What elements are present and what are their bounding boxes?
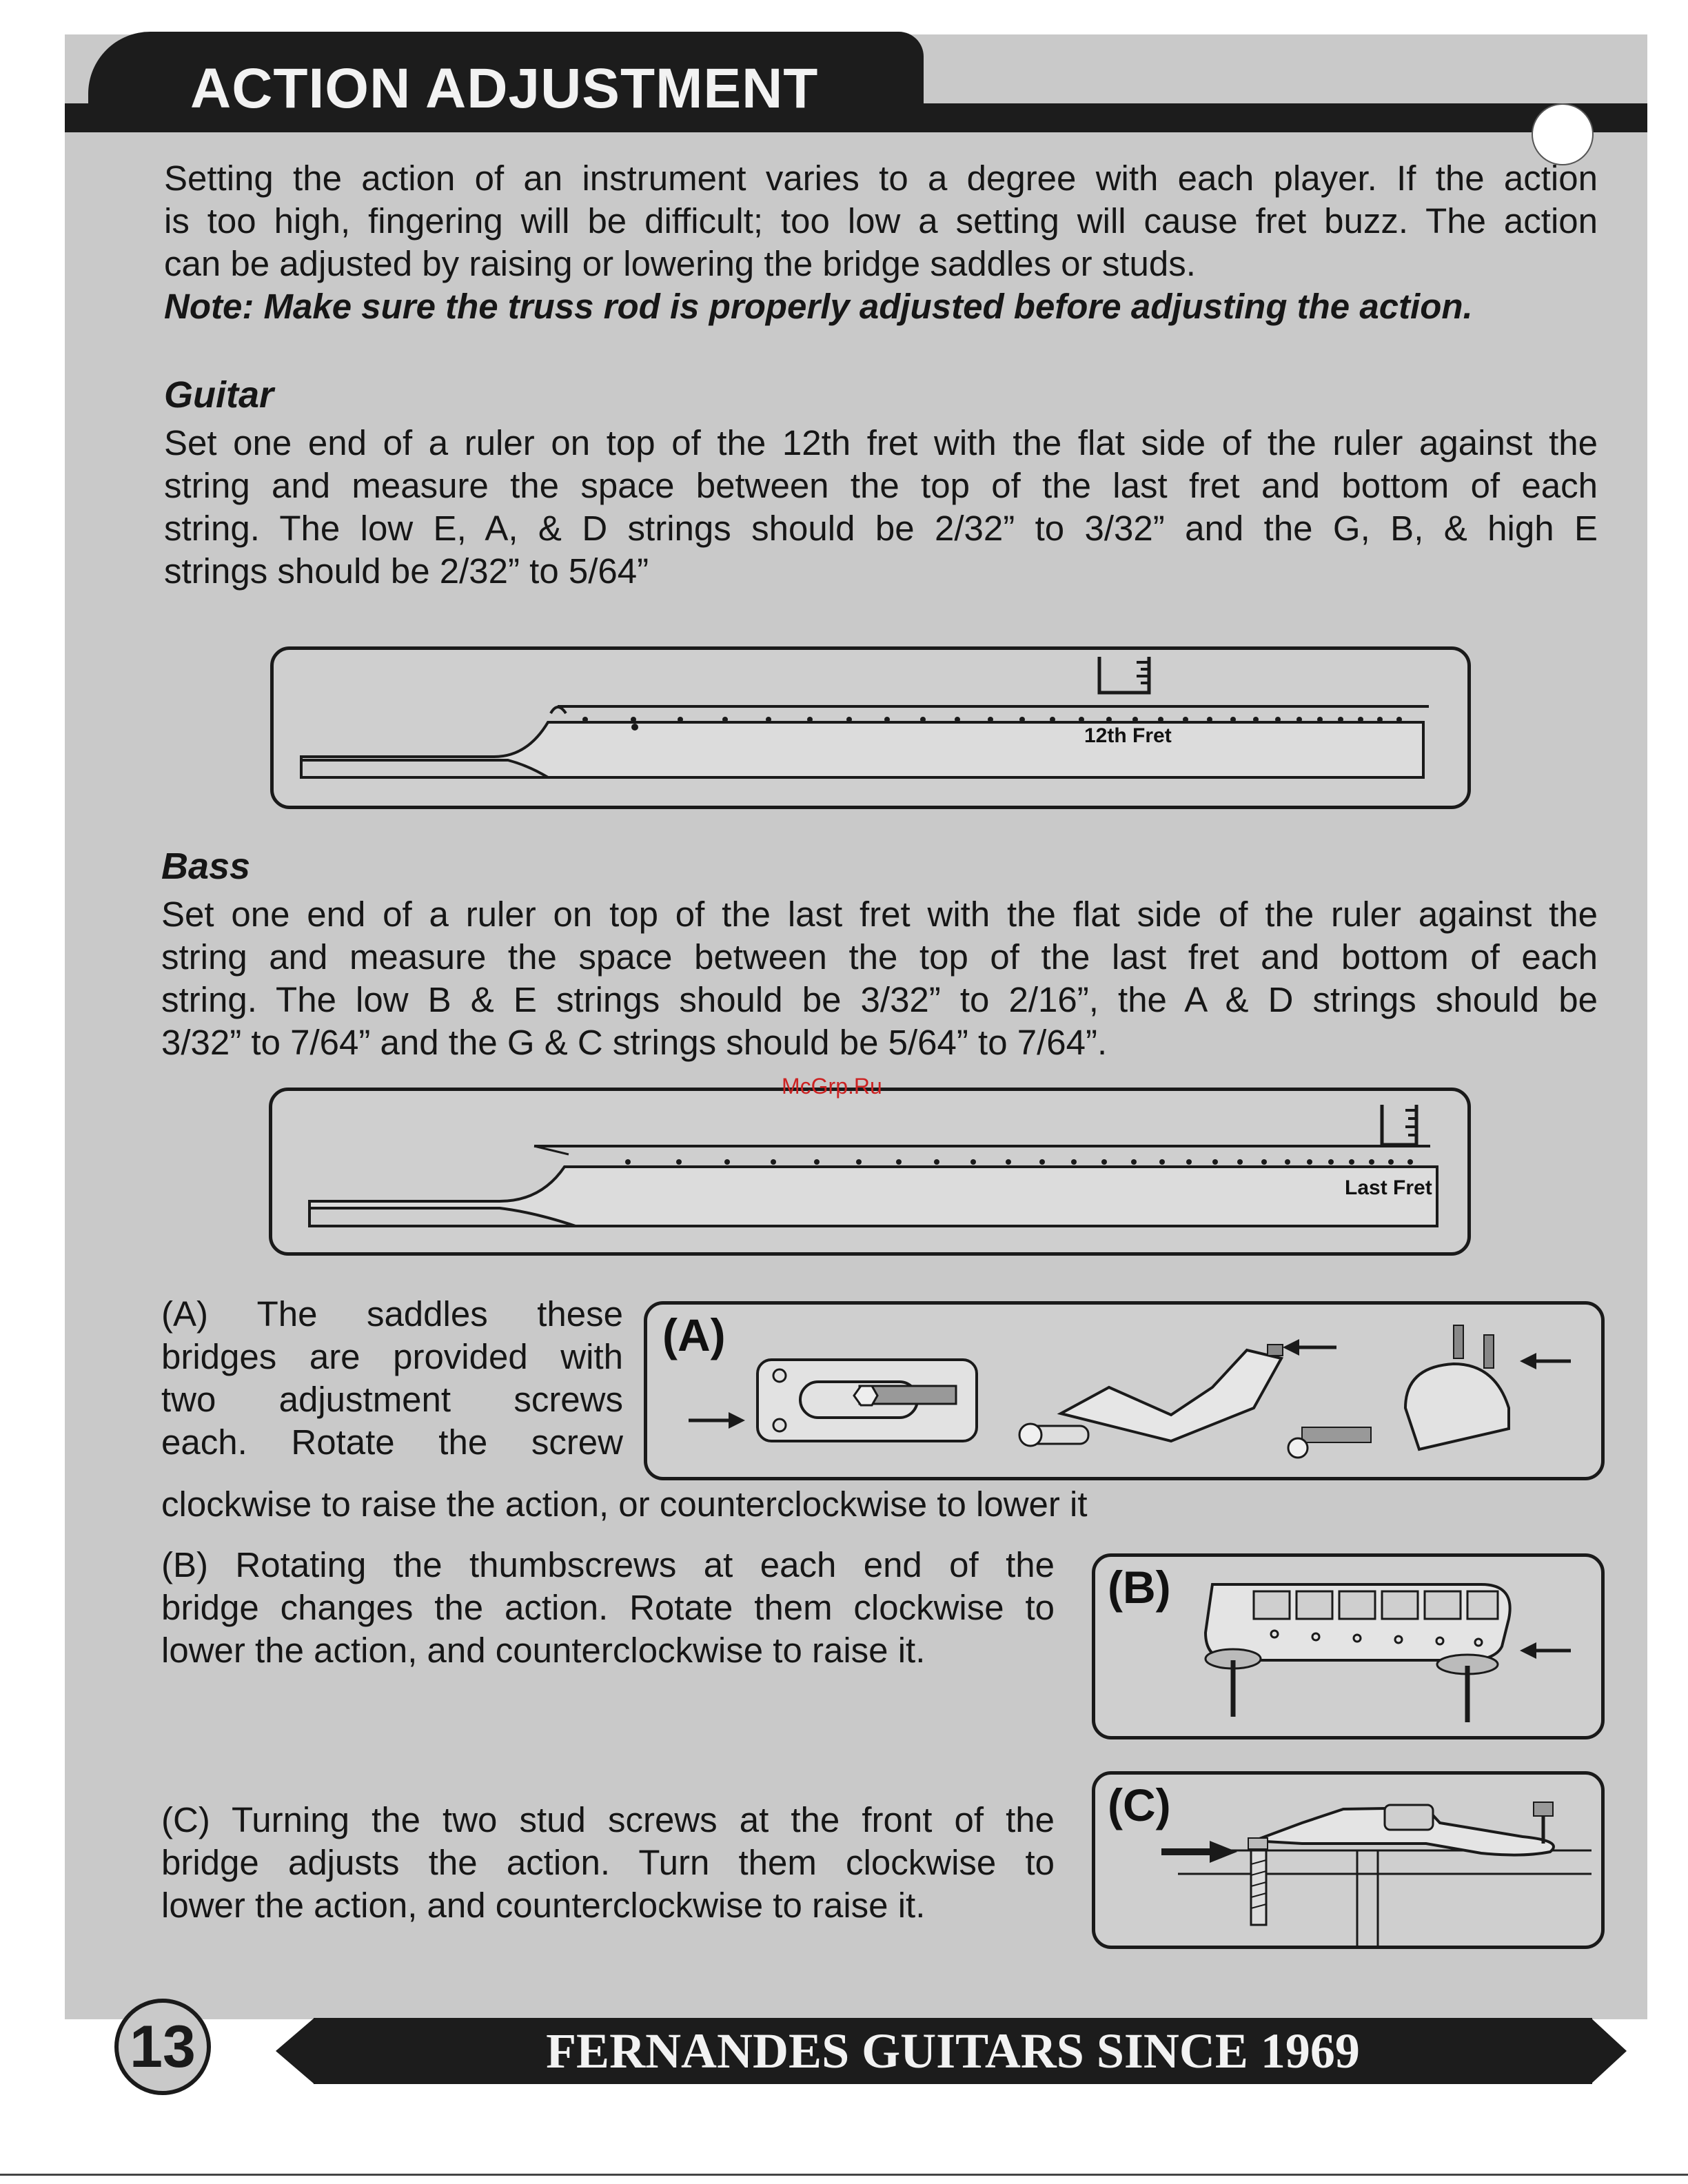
- figure-c: [1092, 1771, 1605, 1949]
- bass-line: string. The low B & E strings should be 3/32” to 2/16”, the A & D strings should be: [161, 980, 1598, 1019]
- figure-a-drawing: [647, 1305, 1601, 1477]
- binder-hole: [1532, 103, 1594, 165]
- figure-b: [1092, 1553, 1605, 1739]
- section-a-line: each. Rotate the screw: [161, 1422, 623, 1462]
- bass-line: string and measure the space between the top of the last fret and bottom of each: [161, 937, 1598, 977]
- last-fret-label: Last Fret: [1345, 1176, 1432, 1199]
- bass-neck-drawing: [272, 1091, 1467, 1252]
- guitar-line: string. The low E, A, & D strings should be 2/32” to 3/32” and the G, B, & high E: [164, 509, 1598, 548]
- page-title: ACTION ADJUSTMENT: [190, 57, 819, 120]
- bass-line: Set one end of a ruler on top of the last fret with the flat side of the ruler against the: [161, 895, 1598, 934]
- intro-line: is too high, fingering will be difficult; too low a setting will cause fret buzz. The action: [164, 201, 1598, 241]
- figure-a: [644, 1301, 1605, 1480]
- twelfth-fret-label: 12th Fret: [1084, 724, 1172, 747]
- intro-note: Note: Make sure the truss rod is properly adjusted before adjusting the action.: [164, 287, 1473, 326]
- section-c-line: (C) Turning the two stud screws at the front of the: [161, 1800, 1055, 1839]
- intro-line: can be adjusted by raising or lowering the bridge saddles or studs.: [164, 244, 1196, 283]
- guitar-neck-figure: [270, 646, 1471, 809]
- section-b-text: [161, 1544, 1055, 1672]
- bass-line: 3/32” to 7/64” and the G & C strings should be 5/64” to 7/64”.: [161, 1023, 1108, 1062]
- guitar-line: strings should be 2/32” to 5/64”: [164, 551, 649, 591]
- figure-c-label: (C): [1108, 1779, 1171, 1830]
- bass-text: [161, 893, 1598, 1064]
- figure-c-drawing: [1095, 1775, 1601, 1946]
- figure-b-label: (B): [1108, 1562, 1171, 1613]
- section-c-line: lower the action, and counterclockwise to raise it.: [161, 1886, 926, 1925]
- guitar-heading: Guitar: [164, 374, 274, 416]
- section-a-text: [161, 1293, 623, 1464]
- footer-brand-text: FERNANDES GUITARS SINCE 1969: [546, 2023, 1360, 2079]
- figure-a-label: (A): [662, 1309, 726, 1360]
- section-c-text: [161, 1799, 1055, 1927]
- section-c-line: bridge adjusts the action. Turn them clockwise to: [161, 1843, 1055, 1882]
- section-b-line: bridge changes the action. Rotate them clockwise to: [161, 1588, 1055, 1627]
- watermark: McGrp.Ru: [782, 1074, 882, 1099]
- section-b-line: lower the action, and counterclockwise to raise it.: [161, 1631, 926, 1670]
- bass-neck-figure: [269, 1088, 1471, 1256]
- intro-text: [164, 157, 1598, 328]
- bass-heading: Bass: [161, 846, 251, 887]
- section-a-line: two adjustment screws: [161, 1380, 623, 1419]
- section-b-line: (B) Rotating the thumbscrews at each end of the: [161, 1545, 1055, 1584]
- section-a-line: (A) The saddles these: [161, 1294, 623, 1334]
- guitar-text: [164, 422, 1598, 593]
- guitar-line: string and measure the space between the top of the last fret and bottom of each: [164, 466, 1598, 505]
- intro-line: Setting the action of an instrument varies to a degree with each player. If the action: [164, 159, 1598, 198]
- guitar-neck-drawing: [274, 650, 1467, 806]
- page-number: 13: [114, 1999, 211, 2095]
- guitar-line: Set one end of a ruler on top of the 12th fret with the flat side of the ruler against the: [164, 423, 1598, 462]
- section-a-tail: clockwise to raise the action, or counterclockwise to lower it: [161, 1484, 1088, 1524]
- page-edge-line: [0, 2174, 1688, 2176]
- figure-b-drawing: [1095, 1557, 1601, 1736]
- section-a-line: bridges are provided with: [161, 1337, 623, 1376]
